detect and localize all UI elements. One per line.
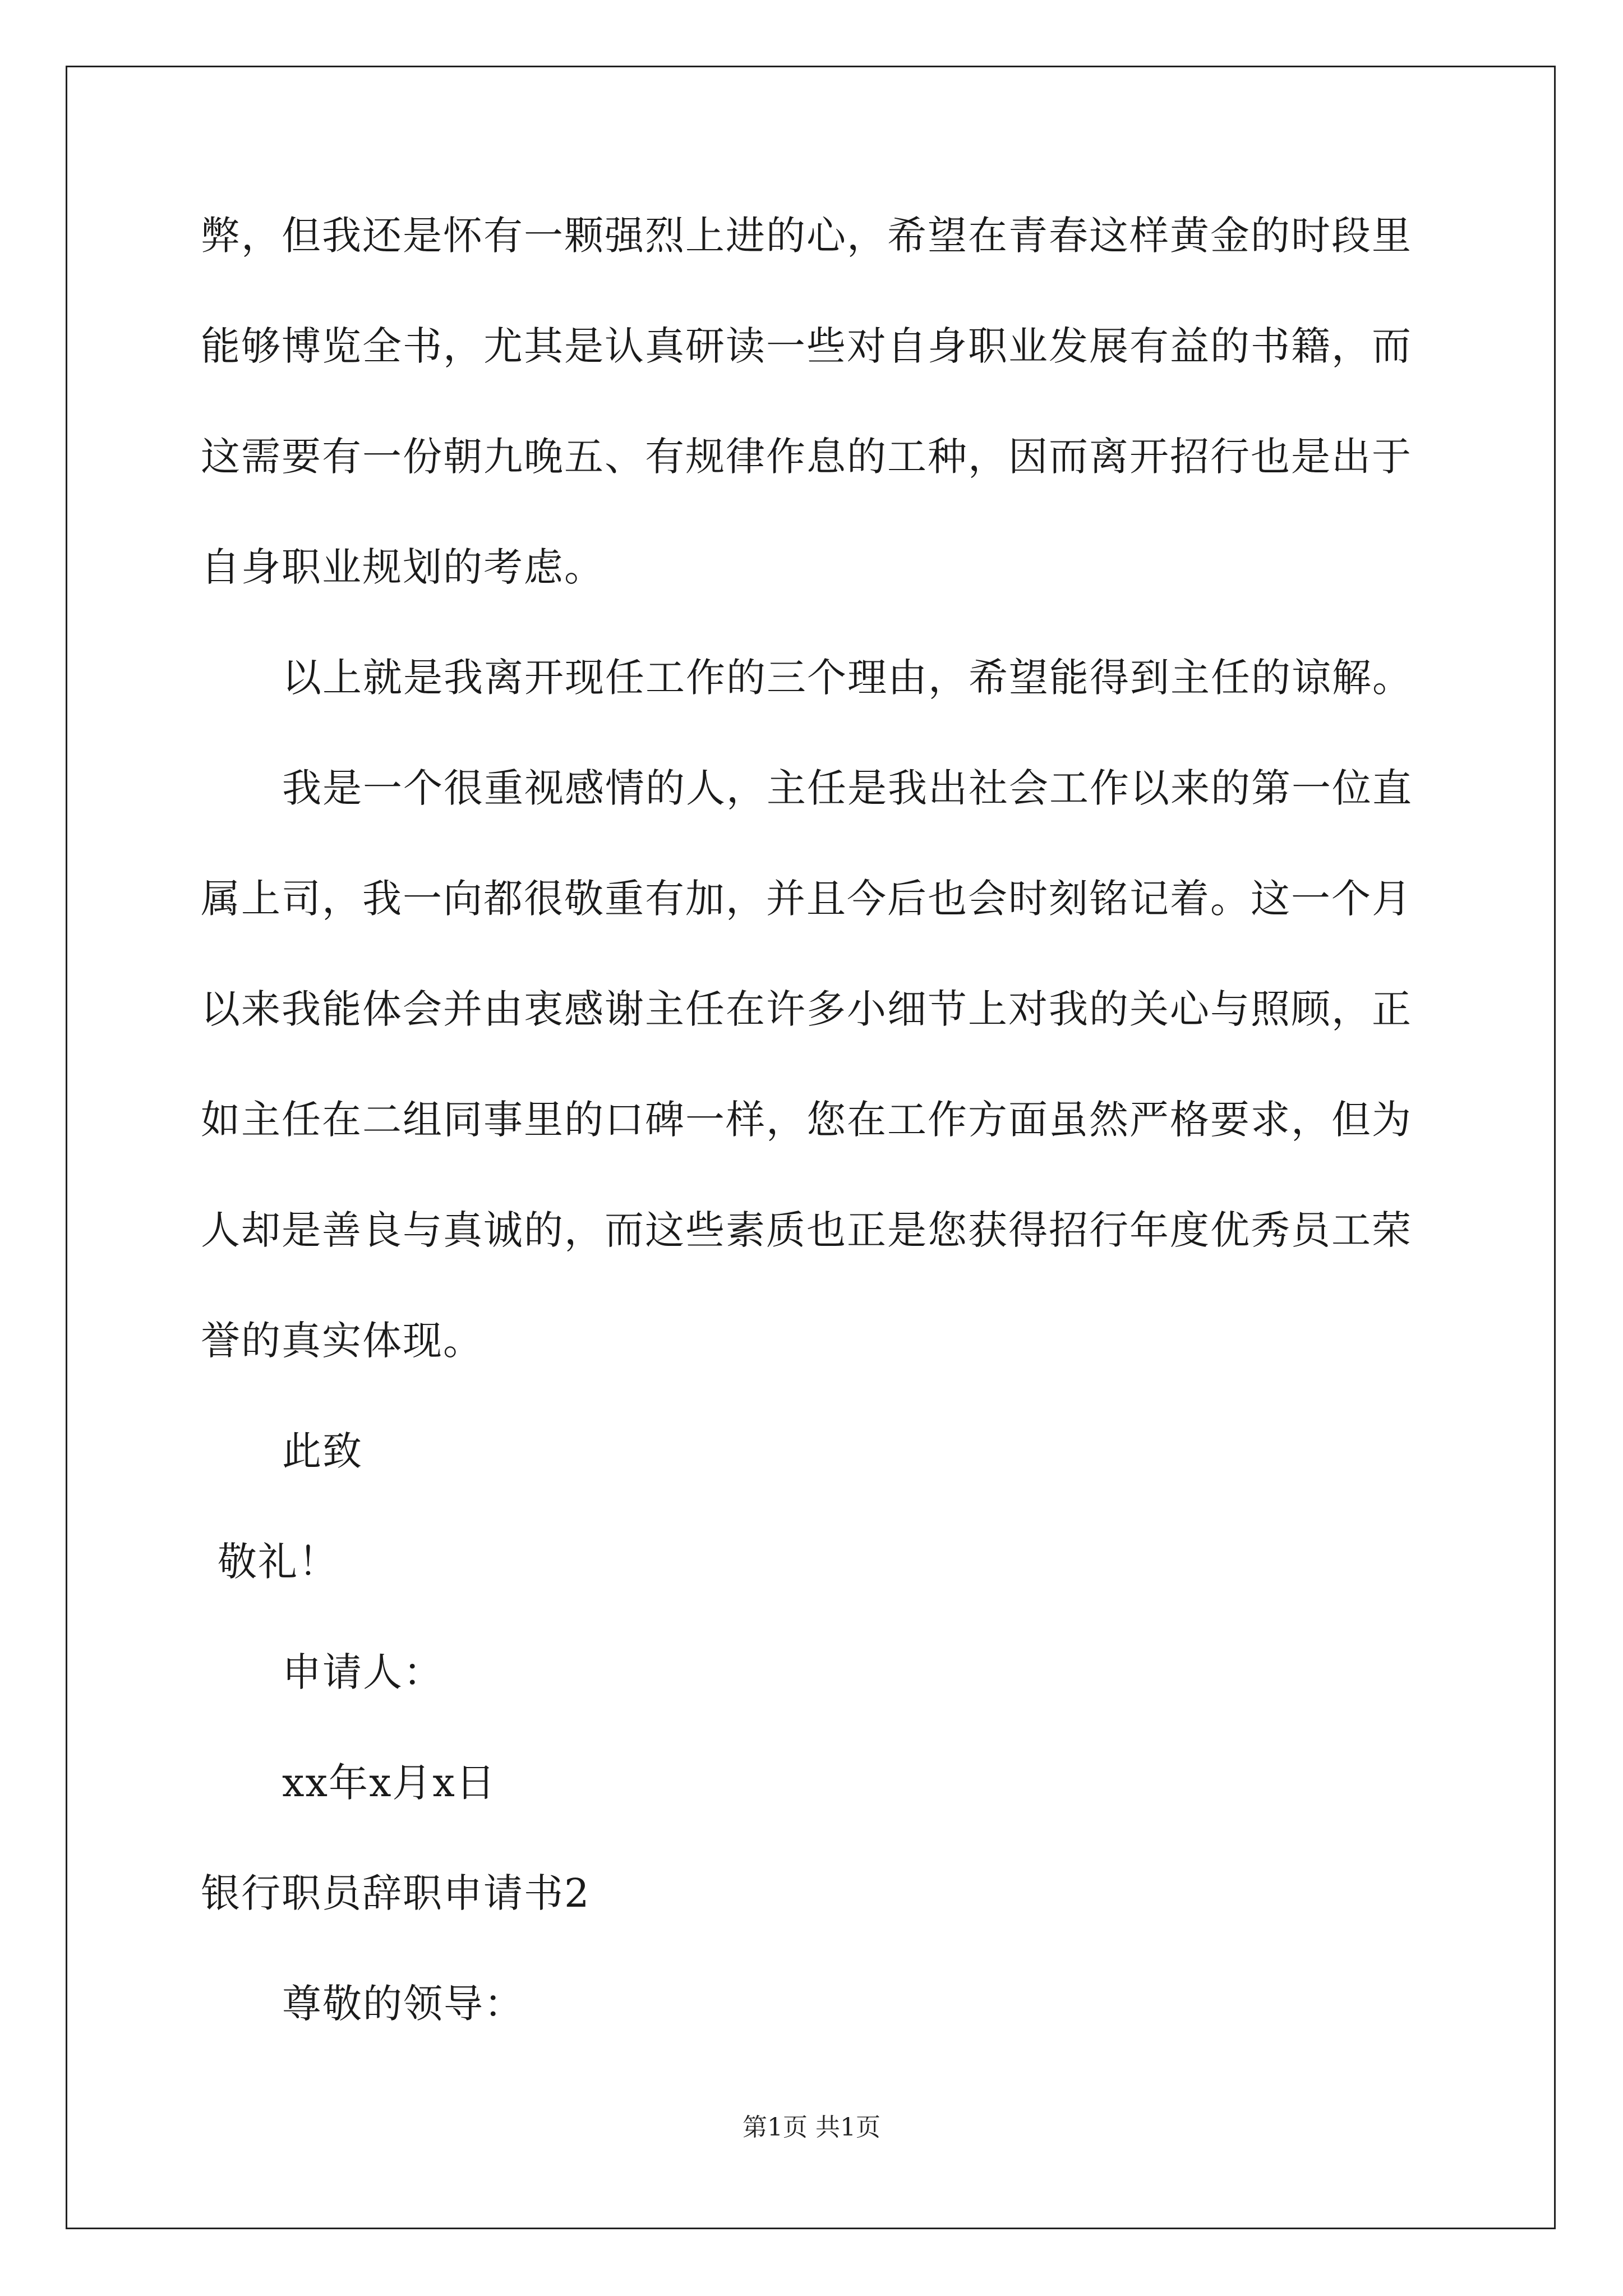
paragraph-1-line-4: 自身职业规划的考虑。 [201,544,605,590]
paragraph-1-line-1: 弊，但我还是怀有一颗强烈上进的心，希望在青春这样黄金的时段里 [201,213,1412,259]
applicant-label: 申请人： [282,1649,444,1695]
paragraph-3-line-5: 人却是善良与真诚的，而这些素质也正是您获得招行年度优秀员工荣 [201,1207,1412,1253]
paragraph-3-line-2: 属上司，我一向都很敬重有加，并且今后也会时刻铭记着。这一个月 [201,876,1412,922]
paragraph-3-line-6: 誉的真实体现。 [201,1318,483,1364]
page-footer: 第1页 共1页 [743,2113,880,2142]
paragraph-1-line-3: 这需要有一份朝九晚五、有规律作息的工种，因而离开招行也是出于 [201,434,1412,480]
paragraph-3-line-4: 如主任在二组同事里的口碑一样，您在工作方面虽然严格要求，但为 [201,1097,1412,1143]
paragraph-3-line-1: 我是一个很重视感情的人，主任是我出社会工作以来的第一位直 [282,765,1413,811]
next-letter-title: 银行职员辞职申请书2 [201,1870,591,1916]
next-letter-greeting: 尊敬的领导： [282,1981,524,2027]
salutation: 此致 [282,1428,363,1474]
paragraph-2-line-1: 以上就是我离开现任工作的三个理由，希望能得到主任的谅解。 [282,655,1413,701]
regards: 敬礼！ [218,1539,339,1585]
paragraph-1-line-2: 能够博览全书，尤其是认真研读一些对自身职业发展有益的书籍，而 [201,323,1412,369]
date-line: xx年x月x日 [282,1760,496,1806]
paragraph-3-line-3: 以来我能体会并由衷感谢主任在许多小细节上对我的关心与照顾，正 [201,986,1412,1032]
